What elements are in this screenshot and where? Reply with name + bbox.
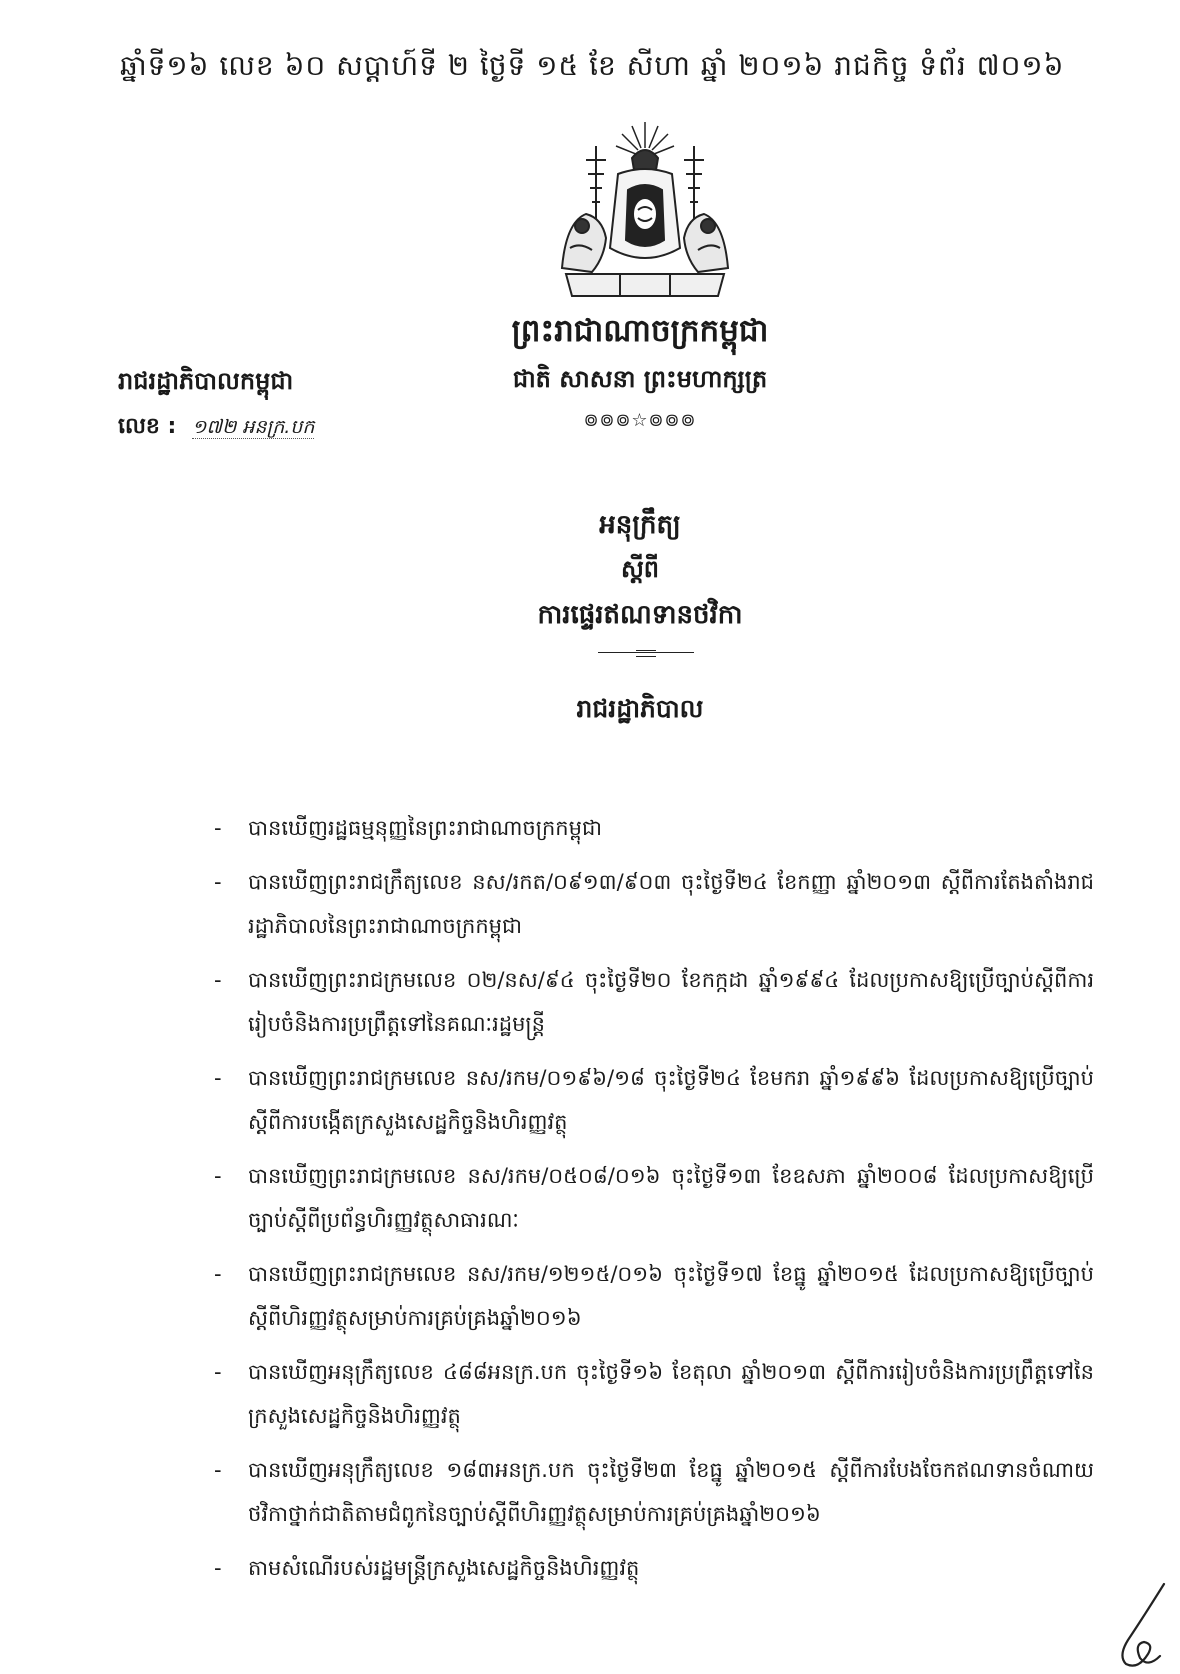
list-item <box>214 1448 1094 1536</box>
kingdom-title: ព្រះរាជាណាចក្រកម្ពុជា <box>511 313 769 349</box>
handwritten-initials-icon <box>1104 1580 1174 1672</box>
document-number-value: ១៧២ អនក្រ.បក <box>192 416 315 438</box>
bullet-dash: - <box>214 816 222 840</box>
section-divider <box>598 652 694 653</box>
document-number-label: លេខ : <box>118 414 177 439</box>
list-item <box>214 1056 1094 1144</box>
list-item <box>214 1546 1094 1590</box>
consideration-text: បានឃើញព្រះរាជក្រមលេខ ០២/នស/៩៤ ចុះថ្ងៃទី២០ ខែកក្កដា ឆ្នាំ១៩៩៤ ដែលប្រកាសឱ្យប្រើច្បាប់ស្តីពីការរៀបចំនិងការប្រព្រឹត្តទៅនៃគណៈរដ្ឋមន្ត្រី <box>248 968 1094 1036</box>
consideration-text: បានឃើញព្រះរាជក្រមលេខ នស/រកម/១២១៥/០១៦ ចុះថ្ងៃទី១៧ ខែធ្នូ ឆ្នាំ២០១៥ ដែលប្រកាសឱ្យប្រើច្បាប់ស្តីពីហិរញ្ញវត្ថុសម្រាប់ការគ្រប់គ្រងឆ្នាំ២០១៦ <box>248 1262 1094 1330</box>
list-item <box>214 1154 1094 1242</box>
ornament-divider: ៙៙៙☆៙៙៙ <box>583 410 697 431</box>
considerations-list <box>214 806 1094 1600</box>
bullet-dash: - <box>214 1360 222 1384</box>
list-item <box>214 1252 1094 1340</box>
list-item <box>214 1350 1094 1438</box>
consideration-text: បានឃើញអនុក្រឹត្យលេខ ៤៨៨អនក្រ.បក ចុះថ្ងៃទី១៦ ខែតុលា ឆ្នាំ២០១៣ ស្តីពីការរៀបចំនិងការប្រព្រឹត្តទៅនៃក្រសួងសេដ្ឋកិច្ចនិងហិរញ្ញវត្ថុ <box>248 1360 1094 1428</box>
bullet-dash: - <box>214 968 222 992</box>
consideration-text: បានឃើញព្រះរាជក្រមលេខ នស/រកម/០១៩៦/១៨ ចុះថ្ងៃទី២៤ ខែមករា ឆ្នាំ១៩៩៦ ដែលប្រកាសឱ្យប្រើច្បាប់ស្តីពីការបង្កើតក្រសួងសេដ្ឋកិច្ចនិងហិរញ្ញវត្ថុ <box>248 1066 1094 1134</box>
royal-coat-of-arms-icon <box>552 118 738 308</box>
list-item <box>214 806 1094 850</box>
consideration-text: បានឃើញអនុក្រឹត្យលេខ ១៨៣អនក្រ.បក ចុះថ្ងៃទី២៣ ខែធ្នូ ឆ្នាំ២០១៥ ស្តីពីការបែងចែកឥណទានចំណាយថវិកាថ្នាក់ជាតិតាមជំពូកនៃច្បាប់ស្តីពីហិរញ្ញវត្ថុសម្រាប់ការគ្រប់គ្រងឆ្នាំ២០១៦ <box>248 1458 1094 1526</box>
list-item <box>214 860 1094 948</box>
national-motto: ជាតិ សាសនា ព្រះមហាក្សត្រ <box>512 365 768 393</box>
gazette-header: ឆ្នាំទី១៦ លេខ ៦០ សប្តាហ៍ទី ២ ថ្ងៃទី ១៥ ខែ សីហា ឆ្នាំ ២០១៦ រាជកិច្ច ទំព័រ ៧០១៦ <box>120 49 1065 82</box>
issuing-authority: រាជរដ្ឋាភិបាលកម្ពុជា <box>118 367 294 395</box>
consideration-text: បានឃើញព្រះរាជក្រឹត្យលេខ នស/រកត/០៩១៣/៩០៣ ចុះថ្ងៃទី២៤ ខែកញ្ញា ឆ្នាំ២០១៣ ស្តីពីការតែងតាំងរាជរដ្ឋាភិបាលនៃព្រះរាជាណាចក្រកម្ពុជា <box>248 870 1094 938</box>
bullet-dash: - <box>214 1262 222 1286</box>
consideration-text: បានឃើញព្រះរាជក្រមលេខ នស/រកម/០៥០៨/០១៦ ចុះថ្ងៃទី១៣ ខែឧសភា ឆ្នាំ២០០៨ ដែលប្រកាសឱ្យប្រើច្បាប់ស្តីពីប្រព័ន្ធហិរញ្ញវត្ថុសាធារណៈ <box>248 1164 1094 1232</box>
document-about: ស្តីពី <box>620 555 660 583</box>
document-subject: ការផ្ទេរឥណទានថវិកា <box>537 600 743 630</box>
bullet-dash: - <box>214 1458 222 1482</box>
bullet-dash: - <box>214 870 222 894</box>
government-heading: រាជរដ្ឋាភិបាល <box>576 694 704 723</box>
bullet-dash: - <box>214 1066 222 1090</box>
bullet-dash: - <box>214 1556 222 1580</box>
consideration-text: បានឃើញរដ្ឋធម្មនុញ្ញនៃព្រះរាជាណាចក្រកម្ពុជា <box>248 816 602 840</box>
consideration-text: តាមសំណើរបស់រដ្ឋមន្ត្រីក្រសួងសេដ្ឋកិច្ចនិងហិរញ្ញវត្ថុ <box>248 1556 640 1580</box>
document-type: អនុក្រឹត្យ <box>599 510 681 540</box>
document-number <box>118 412 314 444</box>
list-item <box>214 958 1094 1046</box>
bullet-dash: - <box>214 1164 222 1188</box>
